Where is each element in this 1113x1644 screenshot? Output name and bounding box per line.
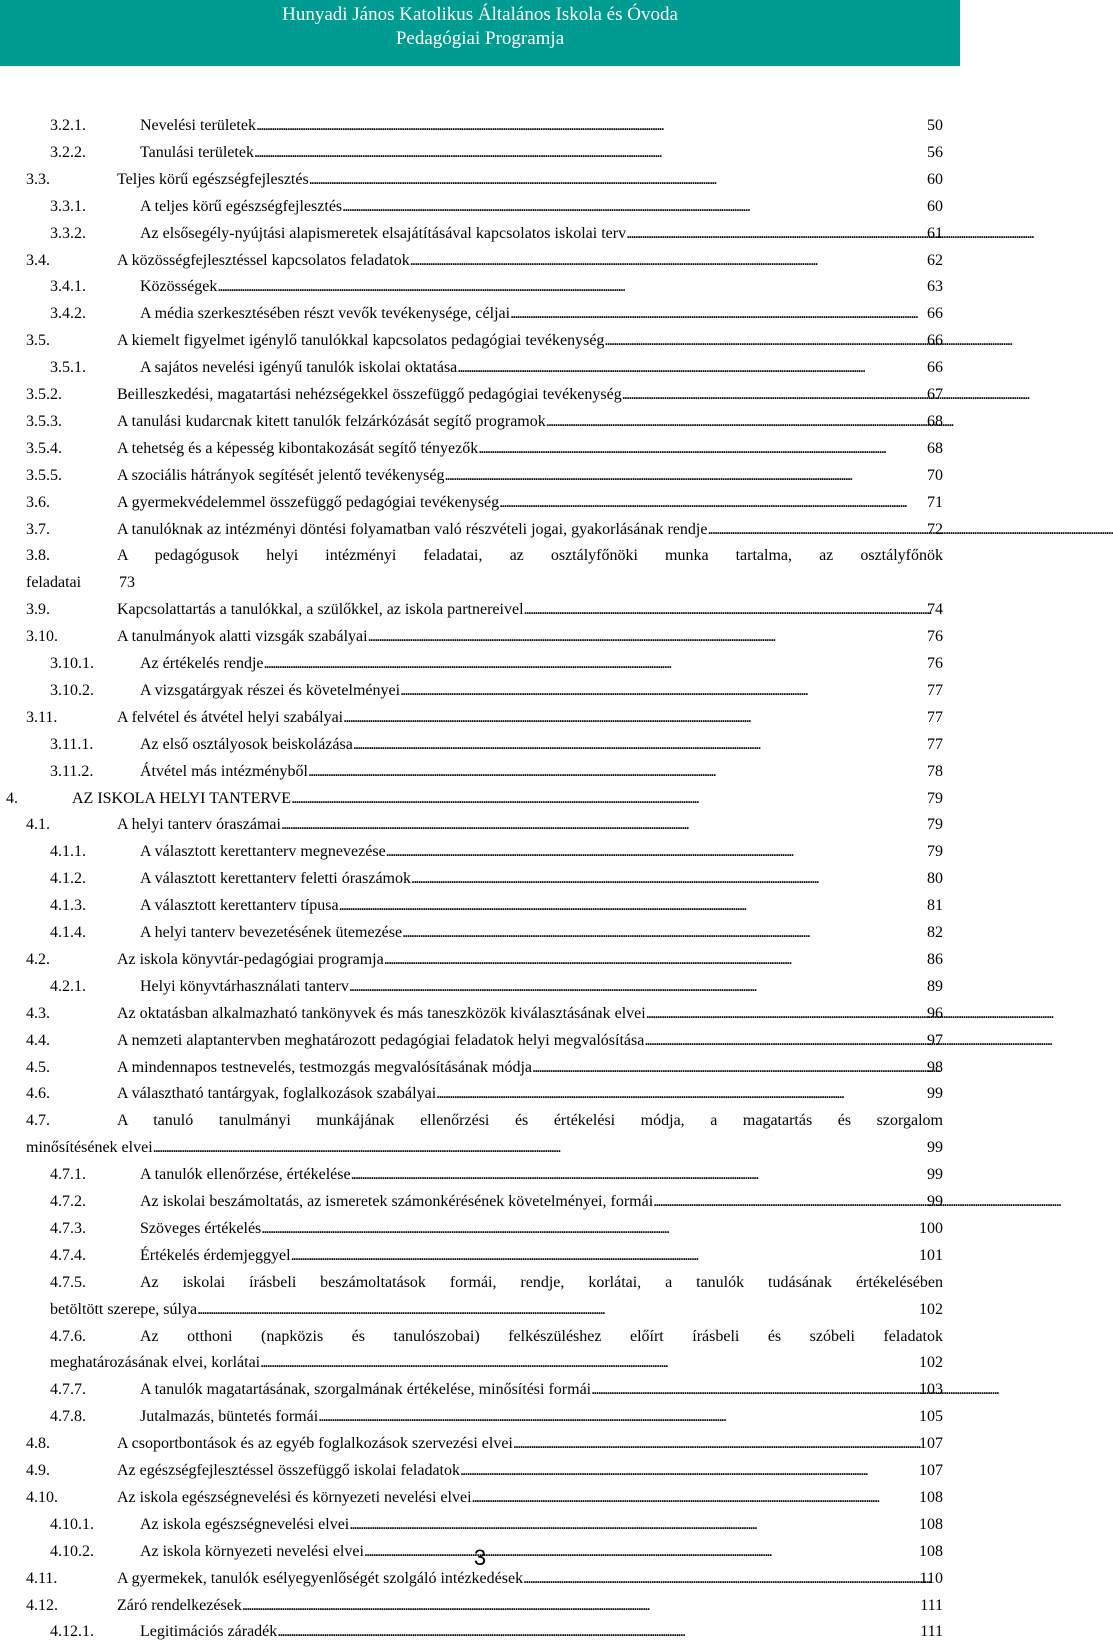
toc-entry-number: 4.7. [26, 1112, 50, 1129]
toc-dot-leader [217, 275, 925, 299]
toc-entry-title: A választott kerettanterv típusa [140, 897, 339, 914]
toc-dot-leader [644, 1029, 925, 1053]
toc-entry[interactable] [26, 1056, 943, 1080]
toc-entry-number: 3.11.2. [50, 763, 94, 780]
toc-entry-title: A választható tantárgyak, foglalkozások szabályai [117, 1085, 437, 1102]
toc-entry-page: 99 [927, 1085, 943, 1102]
toc-entry-page: 77 [927, 709, 943, 726]
toc-entry-title: A helyi tanterv bevezetésének ütemezése [140, 924, 403, 941]
toc-entry-title: A gyermekek, tanulók esélyegyenlőségét szolgáló intézkedések [117, 1570, 524, 1587]
toc-entry-number: 4.7.2. [50, 1193, 86, 1210]
toc-entry-title: A média szerkesztésében részt vevők tevékenysége, céljai [140, 305, 511, 322]
toc-entry-number: 4.10. [26, 1489, 58, 1506]
toc-dot-leader [626, 222, 925, 246]
toc-entry[interactable] [26, 249, 943, 273]
toc-entry-number: 4.9. [26, 1462, 50, 1479]
toc-entry-number: 3.8. [26, 547, 50, 564]
toc-dot-leader [400, 679, 925, 703]
toc-dot-leader [386, 840, 925, 864]
toc-dot-leader [318, 1405, 917, 1429]
toc-entry[interactable] [50, 1163, 943, 1187]
toc-entry-number: 3.9. [26, 601, 50, 618]
toc-entry-page: 107 [919, 1462, 943, 1479]
toc-dot-leader [261, 1217, 917, 1241]
toc-entry-number: 4.2.1. [50, 978, 86, 995]
toc-entry-number: 4.4. [26, 1032, 50, 1049]
toc-entry-number: 4.12. [26, 1597, 58, 1614]
toc-dot-leader [653, 1190, 925, 1214]
toc-entry-number: 4.1.3. [50, 897, 86, 914]
toc-entry-page: 72 [927, 521, 943, 538]
toc-entry-number: 3.5.5. [26, 467, 62, 484]
toc-entry[interactable] [26, 1109, 943, 1133]
toc-dot-leader [256, 114, 925, 138]
toc-entry-title: A tehetség és a képesség kibontakozását segítő tényezők [117, 440, 479, 457]
toc-entry-page: 108 [919, 1543, 943, 1560]
toc-entry[interactable] [50, 356, 943, 380]
toc-entry-page: 70 [927, 467, 943, 484]
toc-entry-number: 3.4.1. [50, 278, 86, 295]
toc-entry[interactable] [50, 222, 943, 246]
toc-entry-title: Közösségek [140, 278, 218, 295]
toc-entry-page: 102 [919, 1354, 943, 1371]
toc-entry-number: 4.10.1. [50, 1516, 94, 1533]
toc-entry-number: 4.7.1. [50, 1166, 86, 1183]
toc-entry[interactable] [26, 1002, 943, 1026]
toc-entry-number: 4.6. [26, 1085, 50, 1102]
toc-entry[interactable] [50, 195, 943, 219]
toc-entry[interactable] [26, 329, 943, 353]
toc-dot-leader [411, 867, 925, 891]
toc-dot-leader [499, 491, 925, 515]
toc-entry-title: Tanulási területek [140, 144, 254, 161]
toc-dot-leader [410, 249, 925, 273]
toc-dot-leader [349, 975, 925, 999]
toc-entry-page: 66 [927, 305, 943, 322]
toc-entry-number: 3.5.1. [50, 359, 86, 376]
toc-entry[interactable] [50, 1325, 943, 1349]
toc-entry-title: Kapcsolattartás a tanulókkal, a szülőkkel, az iskola partnereivel [117, 601, 524, 618]
toc-entry-title: A nemzeti alaptantervben meghatározott pedagógiai feladatok helyi megvalósítása [117, 1032, 645, 1049]
toc-entry-number: 3.3. [26, 171, 50, 188]
toc-entry[interactable] [50, 867, 943, 891]
toc-entry-page: 67 [927, 386, 943, 403]
toc-dot-leader [591, 1378, 917, 1402]
toc-entry-number: 4.8. [26, 1435, 50, 1452]
toc-entry[interactable] [26, 544, 943, 568]
toc-entry[interactable] [50, 894, 943, 918]
toc-dot-leader [263, 652, 925, 676]
toc-entry-page: 105 [919, 1408, 943, 1425]
toc-entry-page: 100 [919, 1220, 943, 1237]
toc-entry-page: 73 [119, 574, 135, 591]
toc-entry-title: Az iskola egészségnevelési elvei [140, 1516, 350, 1533]
toc-entry-number: 3.5.2. [26, 386, 62, 403]
toc-entry-title: Szöveges értékelés [140, 1220, 262, 1237]
toc-entry-title: A tanulási kudarcnak kitett tanulók felzárkózását segítő programok [117, 413, 546, 430]
toc-entry-title: Legitimációs záradék [140, 1623, 278, 1640]
toc-entry-title: Az iskola könyvtár-pedagógiai programja [117, 951, 384, 968]
toc-entry-title: A közösségfejlesztéssel kapcsolatos feladatok [117, 252, 410, 269]
toc-dot-leader [384, 948, 925, 972]
toc-entry-title: A tanulmányok alatti vizsgák szabályai [117, 628, 368, 645]
toc-entry-title: Helyi könyvtárhasználati tanterv [140, 978, 349, 995]
toc-entry-title-continuation: meghatározásának elvei, korlátai [50, 1354, 261, 1371]
toc-entry[interactable] [50, 1271, 943, 1295]
toc-entry[interactable] [26, 813, 943, 837]
toc-entry-number: 4. [6, 790, 18, 807]
toc-dot-leader [260, 1351, 917, 1375]
toc-entry-number: 3.5.4. [26, 440, 62, 457]
toc-entry-title: Az első osztályosok beiskolázása [140, 736, 353, 753]
toc-entry-page: 89 [927, 978, 943, 995]
toc-entry[interactable] [50, 1217, 943, 1241]
toc-dot-leader [308, 760, 925, 784]
toc-entry[interactable] [50, 1620, 943, 1644]
toc-entry[interactable] [26, 168, 943, 192]
toc-entry-number: 3.10.1. [50, 655, 94, 672]
toc-entry-number: 4.7.7. [50, 1381, 86, 1398]
toc-entry[interactable] [50, 840, 943, 864]
toc-entry-number: 4.11. [26, 1570, 58, 1587]
toc-entry-number: 3.2.2. [50, 144, 86, 161]
toc-entry-title: A helyi tanterv óraszámai [117, 816, 281, 833]
toc-dot-leader [353, 733, 925, 757]
toc-dot-leader [646, 1002, 925, 1026]
toc-entry[interactable] [26, 1029, 943, 1053]
toc-entry-page: 97 [927, 1032, 943, 1049]
toc-entry[interactable] [26, 464, 943, 488]
toc-entry-title: A kiemelt figyelmet igénylő tanulókkal kapcsolatos pedagógiai tevékenység [117, 332, 605, 349]
toc-dot-leader [368, 625, 925, 649]
toc-entry-title: Teljes körű egészségfejlesztés [117, 171, 309, 188]
toc-entry-page: 62 [927, 252, 943, 269]
toc-entry-page: 56 [927, 144, 943, 161]
toc-entry[interactable] [26, 1486, 943, 1510]
toc-entry-page: 60 [927, 198, 943, 215]
toc-dot-leader [546, 410, 925, 434]
toc-dot-leader [707, 518, 925, 542]
toc-entry[interactable] [50, 141, 943, 165]
toc-entry-title: Az egészségfejlesztéssel összefüggő iskolai feladatok [117, 1462, 460, 1479]
header-document-title: Pedagógiai Programja [395, 28, 565, 49]
toc-entry-page: 102 [919, 1301, 943, 1318]
toc-entry-number: 4.3. [26, 1005, 50, 1022]
toc-entry-title: Az elsősegély-nyújtási alapismeretek elsajátításával kapcsolatos iskolai terv [140, 225, 627, 242]
toc-entry-page: 77 [927, 736, 943, 753]
toc-dot-leader [513, 1432, 917, 1456]
toc-entry-page: 79 [927, 816, 943, 833]
toc-dot-leader [254, 141, 925, 165]
toc-dot-leader [343, 706, 925, 730]
toc-entry-number: 3.5. [26, 332, 50, 349]
toc-entry-page: 80 [927, 870, 943, 887]
toc-dot-leader [604, 329, 925, 353]
toc-dot-leader [291, 1244, 917, 1268]
toc-entry-number: 4.10.2. [50, 1543, 94, 1560]
toc-entry-page: 81 [927, 897, 943, 914]
toc-entry-title: Az iskola egészségnevelési és környezeti nevelési elvei [117, 1489, 472, 1506]
toc-entry[interactable] [6, 787, 943, 811]
toc-entry-page: 108 [919, 1516, 943, 1533]
toc-dot-leader [309, 168, 925, 192]
toc-entry[interactable] [26, 948, 943, 972]
toc-entry-page: 96 [927, 1005, 943, 1022]
toc-entry-title: A mindennapos testnevelés, testmozgás megvalósításának módja [117, 1059, 533, 1076]
toc-entry-number: 4.5. [26, 1059, 50, 1076]
toc-dot-leader [402, 921, 925, 945]
toc-entry-title: AZ ISKOLA HELYI TANTERVE [72, 790, 292, 807]
toc-dot-leader [436, 1082, 925, 1106]
toc-entry[interactable] [26, 1432, 943, 1456]
toc-entry-page: 66 [927, 359, 943, 376]
toc-entry-page: 98 [927, 1059, 943, 1076]
toc-entry-continuation[interactable] [26, 571, 943, 595]
toc-entry-number: 4.2. [26, 951, 50, 968]
toc-entry-page: 86 [927, 951, 943, 968]
toc-entry[interactable] [50, 114, 943, 138]
toc-entry-title: A tanulóknak az intézményi döntési folyamatban való részvételi jogai, gyakorlásának rendje [117, 521, 708, 538]
toc-entry-number: 3.7. [26, 521, 50, 538]
toc-dot-leader [197, 1298, 917, 1322]
toc-entry-title-continuation: minősítésének elvei [26, 1139, 153, 1156]
toc-entry-number: 3.10.2. [50, 682, 94, 699]
toc-dot-leader [349, 1513, 917, 1537]
toc-dot-leader [524, 598, 925, 622]
toc-dot-leader [622, 383, 925, 407]
toc-entry-page: 79 [927, 843, 943, 860]
toc-entry-title: Az értékelés rendje [140, 655, 264, 672]
toc-entry-page: 68 [927, 440, 943, 457]
toc-entry-number: 3.5.3. [26, 413, 62, 430]
toc-entry-title: A sajátos nevelési igényű tanulók iskolai oktatása [140, 359, 458, 376]
toc-dot-leader [153, 1136, 925, 1160]
toc-entry[interactable] [50, 679, 943, 703]
toc-entry-title: A tanuló tanulmányi munkájának ellenőrzési és értékelési módja, a magatartás és szorgalom [117, 1112, 943, 1129]
toc-entry[interactable] [50, 652, 943, 676]
toc-entry-title: A pedagógusok helyi intézményi feladatai, az osztályfőnöki munka tartalma, az osztályfőnök [117, 547, 943, 564]
toc-entry-page: 99 [927, 1193, 943, 1210]
page-number: 3 [473, 1545, 487, 1570]
toc-entry-title: A felvétel és átvétel helyi szabályai [117, 709, 344, 726]
toc-entry-page: 66 [927, 332, 943, 349]
toc-entry-page: 99 [927, 1166, 943, 1183]
toc-dot-leader [510, 302, 925, 326]
toc-dot-leader [444, 464, 925, 488]
header-school-name: Hunyadi János Katolikus Általános Iskola és Óvoda [282, 4, 678, 25]
toc-dot-leader [478, 437, 925, 461]
toc-dot-leader [472, 1486, 917, 1510]
toc-entry-number: 4.7.6. [50, 1328, 86, 1345]
toc-dot-leader [460, 1459, 917, 1483]
toc-entry-title-continuation: betöltött szerepe, súlya [50, 1301, 198, 1318]
toc-entry-title: A vizsgatárgyak részei és követelményei [140, 682, 401, 699]
toc-entry[interactable] [26, 518, 943, 542]
toc-entry-title: A választott kerettanterv feletti óraszámok [140, 870, 411, 887]
toc-entry-title: Az iskolai írásbeli beszámoltatások formái, rendje, korlátai, a tanulók tudásának értékelésében [140, 1274, 943, 1291]
toc-entry[interactable] [26, 625, 943, 649]
toc-entry[interactable] [50, 1190, 943, 1214]
toc-entry[interactable] [26, 410, 943, 434]
toc-entry-page: 61 [927, 225, 943, 242]
toc-entry[interactable] [50, 1513, 943, 1537]
toc-entry-page: 110 [919, 1570, 943, 1587]
toc-entry-title: Beilleszkedési, magatartási nehézségekkel összefüggő pedagógiai tevékenység [117, 386, 622, 403]
toc-entry-page: 78 [927, 763, 943, 780]
toc-entry-continuation[interactable] [50, 1298, 943, 1322]
toc-entry-number: 4.12.1. [50, 1623, 94, 1640]
toc-entry-page: 82 [927, 924, 943, 941]
toc-entry[interactable] [50, 921, 943, 945]
toc-entry-number: 4.7.8. [50, 1408, 86, 1425]
toc-entry-number: 3.4. [26, 252, 50, 269]
toc-entry[interactable] [50, 275, 943, 299]
toc-entry[interactable] [26, 1082, 943, 1106]
toc-dot-leader [339, 894, 925, 918]
toc-entry-title: Értékelés érdemjeggyel [140, 1247, 291, 1264]
toc-entry[interactable] [26, 706, 943, 730]
toc-entry[interactable] [50, 733, 943, 757]
toc-entry[interactable] [26, 598, 943, 622]
toc-entry-page: 108 [919, 1489, 943, 1506]
toc-entry-title: A tanulók magatartásának, szorgalmának értékelése, minősítési formái [140, 1381, 592, 1398]
toc-entry-number: 3.3.2. [50, 225, 86, 242]
toc-entry-title: Átvétel más intézményből [140, 763, 308, 780]
toc-entry-number: 3.6. [26, 494, 50, 511]
toc-entry[interactable] [26, 437, 943, 461]
toc-entry-page: 79 [927, 790, 943, 807]
toc-entry-number: 4.1.2. [50, 870, 86, 887]
toc-entry-title: Jutalmazás, büntetés formái [140, 1408, 319, 1425]
toc-entry-title: Az iskolai beszámoltatás, az ismeretek számonkérésének követelményei, formái [140, 1193, 654, 1210]
toc-entry-title: A tanulók ellenőrzése, értékelése [140, 1166, 351, 1183]
toc-dot-leader [277, 1620, 918, 1644]
toc-entry-number: 4.7.3. [50, 1220, 86, 1237]
toc-entry-title: A teljes körű egészségfejlesztés [140, 198, 343, 215]
toc-entry-title: A csoportbontások és az egyéb foglalkozások szervezési elvei [117, 1435, 513, 1452]
toc-entry[interactable] [50, 1244, 943, 1268]
toc-entry-page: 103 [919, 1381, 943, 1398]
toc-entry-title-continuation: feladatai [26, 574, 82, 591]
toc-entry-number: 3.11.1. [50, 736, 94, 753]
toc-entry-number: 3.3.1. [50, 198, 86, 215]
toc-entry-number: 4.1.1. [50, 843, 86, 860]
toc-entry-page: 60 [927, 171, 943, 188]
toc-entry-title: Záró rendelkezések [117, 1597, 242, 1614]
toc-dot-leader [351, 1163, 925, 1187]
toc-entry-page: 68 [927, 413, 943, 430]
toc-entry-page: 107 [919, 1435, 943, 1452]
toc-dot-leader [242, 1594, 918, 1618]
toc-entry-title: A választott kerettanterv megnevezése [140, 843, 386, 860]
toc-entry-continuation[interactable] [26, 1136, 943, 1160]
toc-dot-leader [532, 1056, 925, 1080]
toc-entry-number: 3.11. [26, 709, 58, 726]
toc-entry-number: 4.7.5. [50, 1274, 86, 1291]
toc-entry[interactable] [26, 1594, 943, 1618]
toc-entry[interactable] [50, 1378, 943, 1402]
toc-entry-page: 71 [927, 494, 943, 511]
toc-entry-page: 111 [920, 1597, 943, 1614]
toc-entry-number: 3.4.2. [50, 305, 86, 322]
toc-entry-title: Nevelési területek [140, 117, 256, 134]
toc-dot-leader [457, 356, 925, 380]
toc-entry-number: 3.2.1. [50, 117, 86, 134]
toc-entry-title: Az oktatásban alkalmazható tankönyvek és más taneszközök kiválasztásának elvei [117, 1005, 646, 1022]
toc-entry-number: 4.7.4. [50, 1247, 86, 1264]
toc-entry-number: 4.1.4. [50, 924, 86, 941]
toc-entry-title: A gyermekvédelemmel összefüggő pedagógiai tevékenység [117, 494, 500, 511]
toc-entry-number: 3.10. [26, 628, 58, 645]
toc-entry-title: Az iskola környezeti nevelési elvei [140, 1543, 364, 1560]
toc-entry[interactable] [26, 1459, 943, 1483]
toc-entry-title: Az otthoni (napközis és tanulószobai) felkészüléshez előírt írásbeli és szóbeli feladatok [140, 1328, 943, 1345]
toc-entry-number: 4.1. [26, 816, 50, 833]
toc-entry[interactable] [50, 975, 943, 999]
toc-entry-page: 99 [927, 1139, 943, 1156]
toc-entry-page: 76 [927, 655, 943, 672]
toc-entry-continuation[interactable] [50, 1351, 943, 1375]
toc-dot-leader [342, 195, 925, 219]
toc-entry[interactable] [26, 491, 943, 515]
toc-entry-page: 63 [927, 278, 943, 295]
toc-dot-leader [291, 787, 925, 811]
toc-entry-page: 76 [927, 628, 943, 645]
toc-entry[interactable] [26, 383, 943, 407]
toc-entry-page: 101 [919, 1247, 943, 1264]
toc-entry-title: A szociális hátrányok segítését jelentő tevékenység [117, 467, 445, 484]
toc-entry-page: 111 [920, 1623, 943, 1640]
toc-entry[interactable] [50, 1405, 943, 1429]
toc-entry-page: 77 [927, 682, 943, 699]
toc-entry-page: 50 [927, 117, 943, 134]
toc-dot-leader [281, 813, 925, 837]
toc-entry-page: 74 [927, 601, 943, 618]
toc-entry[interactable] [50, 760, 943, 784]
toc-entry[interactable] [50, 302, 943, 326]
